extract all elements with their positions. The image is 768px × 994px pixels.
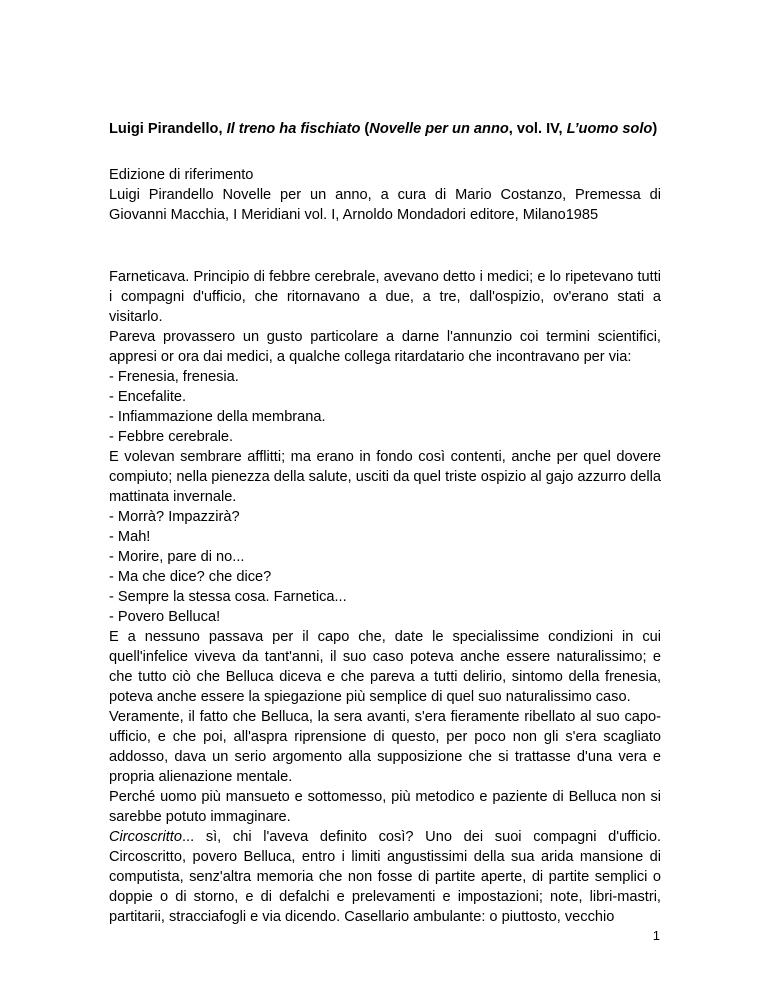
title-open-paren: (	[360, 121, 370, 137]
edition-section	[109, 165, 661, 225]
paragraph-3: E volevan sembrare afflitti; ma erano in fondo così contenti, anche per quel dovere compiuto; nella pienezza della salute, usciti da quel triste ospizio al gajo azzurro della mattinata invernale.	[109, 449, 661, 505]
paragraph-1: Farneticava. Principio di febbre cerebrale, avevano detto i medici; e lo ripetevano tutti i compagni d'ufficio, che ritornavano a due, a tre, dall'ospizio, ov'erano stati a visitarlo.	[109, 269, 661, 325]
dialogue-line-4: - Febbre cerebrale.	[109, 429, 234, 445]
document-title	[109, 119, 661, 139]
paragraph-7	[109, 827, 661, 927]
dialogue-line-5: - Morrà? Impazzirà?	[109, 509, 240, 525]
title-volume: , vol. IV,	[508, 121, 567, 137]
paragraph-2: Pareva provassero un gusto particolare a darne l'annunzio coi termini scientifici, appresi or ora dai medici, a qualche collega ritardatario che incontravano per via:	[109, 329, 661, 365]
dialogue-line-6: - Mah!	[109, 529, 151, 545]
paragraph-6: Perché uomo più mansueto e sottomesso, più metodico e paziente di Belluca non si sarebbe potuto immaginare.	[109, 789, 661, 825]
paragraph-7-italic-word: Circoscritto	[109, 829, 182, 845]
dialogue-line-8: - Ma che dice? che dice?	[109, 569, 272, 585]
page-number: 1	[652, 928, 660, 943]
title-collection: Novelle per un anno	[369, 121, 509, 137]
dialogue-line-1: - Frenesia, frenesia.	[109, 369, 239, 385]
document-content	[109, 119, 661, 927]
story-text	[109, 267, 661, 927]
dialogue-line-9: - Sempre la stessa cosa. Farnetica...	[109, 589, 347, 605]
edition-heading: Edizione di riferimento	[109, 167, 254, 183]
paragraph-7-text: ... sì, chi l'aveva definito così? Uno dei suoi compagni d'ufficio. Circoscritto, povero Belluca, entro i limiti angustissimi della sua arida mansione di computista, senz'altra memoria che non fosse di partite aperte, di partite semplici o doppie o di storno, e di defalchi e prelevamenti e impostazioni; note, libri-mastri, partitarii, stracciafogli e via dicendo. Casellario ambulante: o piuttosto, vecchio	[109, 829, 661, 925]
dialogue-line-7: - Morire, pare di no...	[109, 549, 245, 565]
edition-reference: Luigi Pirandello Novelle per un anno, a cura di Mario Costanzo, Premessa di Giovanni Macchia, I Meridiani vol. I, Arnoldo Mondadori editore, Milano1985	[109, 187, 661, 223]
paragraph-5: Veramente, il fatto che Belluca, la sera avanti, s'era fieramente ribellato al suo capo-ufficio, e che poi, all'aspra riprensione di questo, per poco non gli s'era scagliato addosso, dava un serio argomento alla supposizione che si trattasse d'una vera e propria alienazione mentale.	[109, 709, 661, 785]
title-close-paren: )	[652, 121, 658, 137]
dialogue-line-2: - Encefalite.	[109, 389, 187, 405]
dialogue-line-3: - Infiammazione della membrana.	[109, 409, 326, 425]
title-work: Il treno ha fischiato	[226, 121, 361, 137]
title-author: Luigi Pirandello,	[109, 121, 227, 137]
title-book: L’uomo solo	[566, 121, 653, 137]
dialogue-line-10: - Povero Belluca!	[109, 609, 221, 625]
paragraph-4: E a nessuno passava per il capo che, date le specialissime condizioni in cui quell'infelice viveva da tant'anni, il suo caso poteva anche essere naturalissimo; e che tutto ciò che Belluca diceva e che pareva a tutti delirio, sintomo della frenesia, poteva anche essere la spiegazione più semplice di quel suo naturalissimo caso.	[109, 629, 661, 705]
